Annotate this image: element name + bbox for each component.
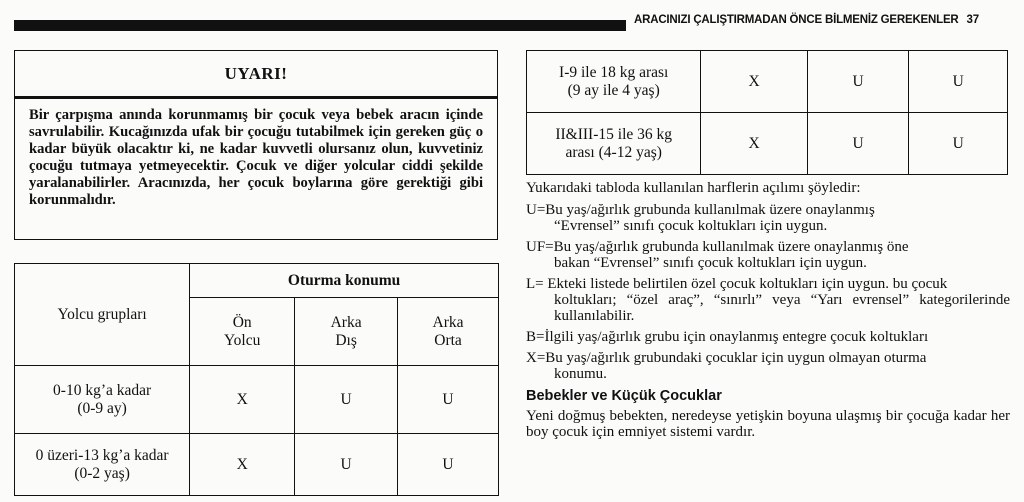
legend-item-b: B=İlgili yaş/ağırlık grubu için onaylanmış entegre çocuk koltukları [526,329,929,345]
legend-item-x: X=Bu yaş/ağırlık grubundaki çocuklar için uygun olmayan oturma konumu. [526,350,927,382]
legend-intro: Yukarıdaki tabloda kullanılan harflerin açılımı şöyledir: [526,180,861,196]
header-rule [14,20,626,31]
table-row [15,434,499,496]
group-cell: I-9 ile 18 kg arası (9 ay ile 4 yaş) [527,51,701,113]
value-cell: X [190,366,295,434]
warning-body: Bir çarpışma anında korunmamış bir çocuk veya bebek aracın içinde savrulabilir. Kucağınızda ufak bir çocuğu tutabilmek için gereken güç o kadar büyük olacaktır ki, ne kadar kuvvetli olursanız olun, kuvvetiniz çocuğu tutmaya yetmeyecektir. Çocuk ve diğer yolcular ciddi şekilde yaralanabilirler. Aracınızda, her çocuk boylarına göre gerektiği gibi korunmalıdır. [29,107,483,208]
warning-title: UYARI! [15,51,497,99]
value-cell: U [909,113,1008,175]
header-title: ARACINIZI ÇALIŞTIRMADAN ÖNCE BİLMENİZ GEREKENLER [634,14,959,26]
value-cell: X [190,434,295,496]
table-row [15,366,499,434]
legend [526,180,1010,445]
group-header: Yolcu grupları [15,264,190,366]
value-cell: U [398,366,499,434]
legend-item-l: L= Ekteki listede belirtilen özel çocuk koltukları için uygun. bu çocuk koltukları; “özel araç”, “sınırlı” veya “Yarı evrensel” kategorilerinde kullanılabilir. [526,276,1010,324]
col-header-rear-outer: Arka Dış [295,298,398,366]
seating-table [14,263,499,496]
section-body: Yeni doğmuş bebekten, neredeyse yetişkin boyuna ulaşmış bir çocuğa kadar her boy çocuk için emniyet sistemi vardır. [526,408,1010,440]
value-cell: U [909,51,1008,113]
seating-table-continued [526,50,1008,175]
running-header [634,14,1006,26]
legend-item-u: U=Bu yaş/ağırlık grubunda kullanılmak üzere onaylanmış “Evrensel” sınıfı çocuk koltukları için uygun. [526,202,875,234]
value-cell: U [295,434,398,496]
section-title: Bebekler ve Küçük Çocuklar [526,388,722,404]
warning-box [14,50,498,240]
value-cell: U [295,366,398,434]
table-row [527,51,1008,113]
value-cell: X [701,51,807,113]
value-cell: U [398,434,499,496]
col-header-front: Ön Yolcu [190,298,295,366]
col-header-rear-center: Arka Orta [398,298,499,366]
value-cell: U [807,51,909,113]
value-cell: X [701,113,807,175]
group-cell: 0-10 kg’a kadar (0-9 ay) [15,366,190,434]
value-cell: U [807,113,909,175]
legend-item-uf: UF=Bu yaş/ağırlık grubunda kullanılmak üzere onaylanmış öne bakan “Evrensel” sınıfı çocuk koltukları için uygun. [526,239,909,271]
group-cell: II&III-15 ile 36 kg arası (4-12 yaş) [527,113,701,175]
table-row [527,113,1008,175]
page-number: 37 [966,14,979,26]
seating-position-header: Oturma konumu [190,264,499,298]
group-cell: 0 üzeri-13 kg’a kadar (0-2 yaş) [15,434,190,496]
